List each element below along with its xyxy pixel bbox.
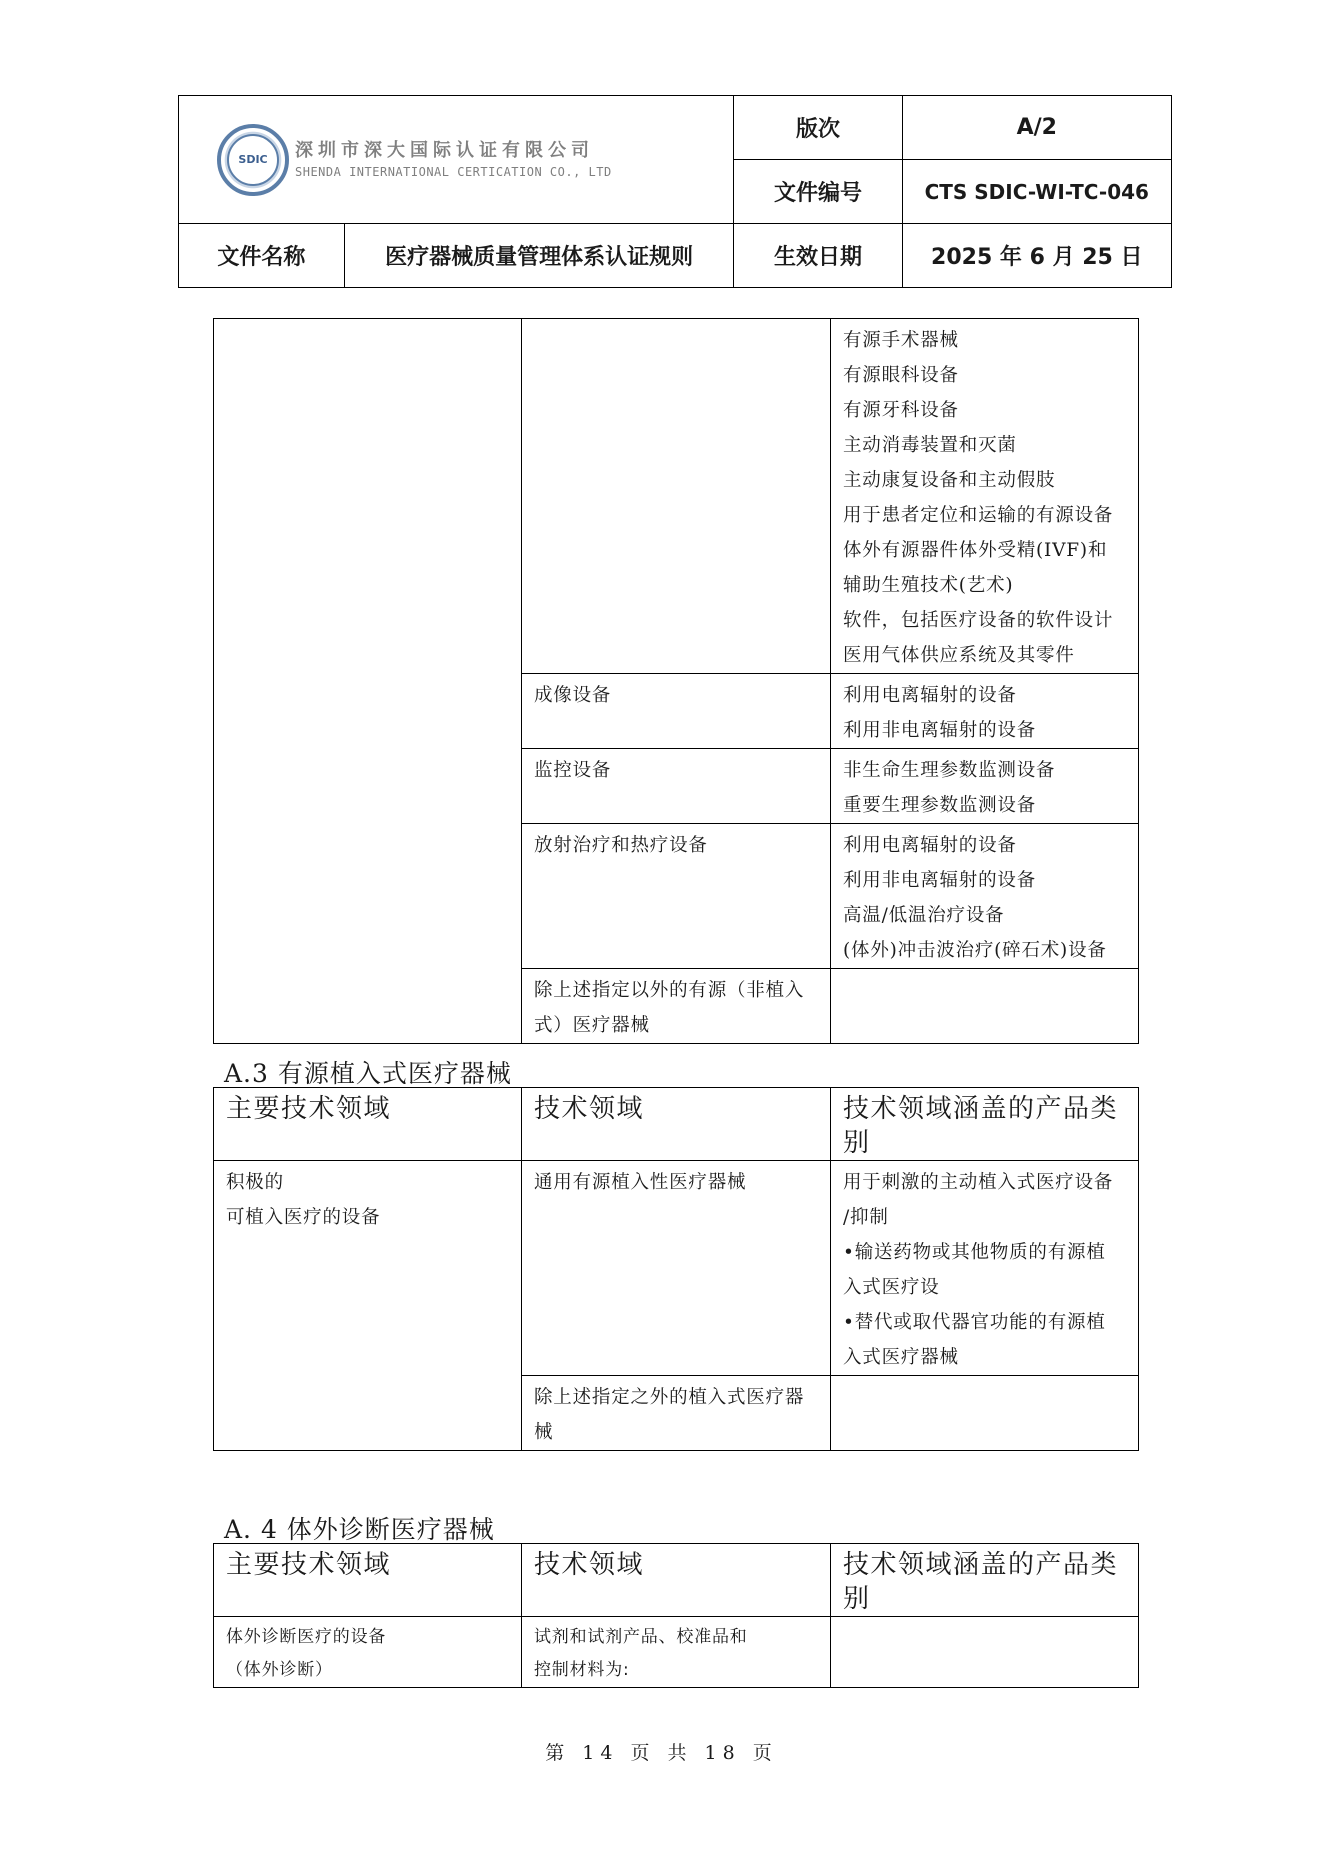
tech-area-cell: 通用有源植入性医疗器械	[522, 1161, 831, 1376]
effective-date-label: 生效日期	[734, 224, 902, 288]
main-area-cell: 积极的 可植入医疗的设备	[214, 1161, 522, 1451]
tech-area-cell	[522, 319, 831, 674]
tech-area-cell: 成像设备	[522, 674, 831, 749]
page-number: 第 14 页 共 18 页	[545, 1742, 778, 1764]
section-title-a3: A.3 有源植入式医疗器械	[224, 1059, 512, 1088]
column-header: 技术领域	[522, 1088, 831, 1161]
column-header: 技术领域涵盖的产品类 别	[831, 1544, 1139, 1617]
section-title-a4: A. 4 体外诊断医疗器械	[224, 1515, 495, 1544]
table-ivd	[213, 1543, 1139, 1688]
tech-area-cell: 监控设备	[522, 749, 831, 824]
column-header: 技术领域涵盖的产品类 别	[831, 1088, 1139, 1161]
product-category-cell	[831, 969, 1139, 1044]
table-header-row	[214, 1544, 1139, 1617]
version-label: 版次	[734, 96, 902, 160]
company-logo-icon: SDIC	[217, 124, 289, 196]
table-row	[214, 1161, 1139, 1376]
table-row	[214, 319, 1139, 674]
doc-name-value: 医疗器械质量管理体系认证规则	[344, 224, 734, 288]
product-category-cell: 利用电离辐射的设备 利用非电离辐射的设备	[831, 674, 1139, 749]
product-category-cell: 有源手术器械 有源眼科设备 有源牙科设备 主动消毒装置和灭菌 主动康复设备和主动假肢 用于患者定位和运输的有源设备 体外有源器件体外受精(IVF)和 辅助生殖技术(艺术) 软件，包括医疗设备的软件设计 医用气体供应系统及其零件	[831, 319, 1139, 674]
product-category-cell	[831, 1617, 1139, 1688]
doc-number-label: 文件编号	[734, 160, 902, 224]
company-name-cn: 深圳市深大国际认证有限公司	[295, 139, 594, 161]
tech-area-cell: 除上述指定之外的植入式医疗器 械	[522, 1376, 831, 1451]
table-active-implantable	[213, 1087, 1139, 1451]
main-area-cell	[214, 319, 522, 1044]
product-category-cell: 非生命生理参数监测设备 重要生理参数监测设备	[831, 749, 1139, 824]
column-header: 主要技术领域	[214, 1544, 522, 1617]
product-category-cell: 利用电离辐射的设备 利用非电离辐射的设备 高温/低温治疗设备 (体外)冲击波治疗(碎石术)设备	[831, 824, 1139, 969]
effective-date-value: 2025 年 6 月 25 日	[902, 224, 1171, 288]
company-logo-block	[179, 96, 734, 224]
product-category-cell	[831, 1376, 1139, 1451]
main-area-cell: 体外诊断医疗的设备 （体外诊断）	[214, 1617, 522, 1688]
version-value: A/2	[902, 96, 1171, 160]
doc-number-value: CTS SDIC-WI-TC-046	[902, 160, 1171, 224]
table-active-devices-continued	[213, 318, 1139, 1044]
document-header	[178, 95, 1172, 288]
tech-area-cell: 除上述指定以外的有源（非植入 式）医疗器械	[522, 969, 831, 1044]
doc-name-label: 文件名称	[179, 224, 345, 288]
column-header: 主要技术领域	[214, 1088, 522, 1161]
company-name-en: SHENDA INTERNATIONAL CERTICATION CO., LTD	[295, 165, 612, 180]
tech-area-cell: 放射治疗和热疗设备	[522, 824, 831, 969]
table-header-row	[214, 1088, 1139, 1161]
column-header: 技术领域	[522, 1544, 831, 1617]
tech-area-cell: 试剂和试剂产品、校准品和 控制材料为:	[522, 1617, 831, 1688]
table-row	[214, 1617, 1139, 1688]
product-category-cell: 用于刺激的主动植入式医疗设备 /抑制 •输送药物或其他物质的有源植 入式医疗设 •替代或取代器官功能的有源植 入式医疗器械	[831, 1161, 1139, 1376]
